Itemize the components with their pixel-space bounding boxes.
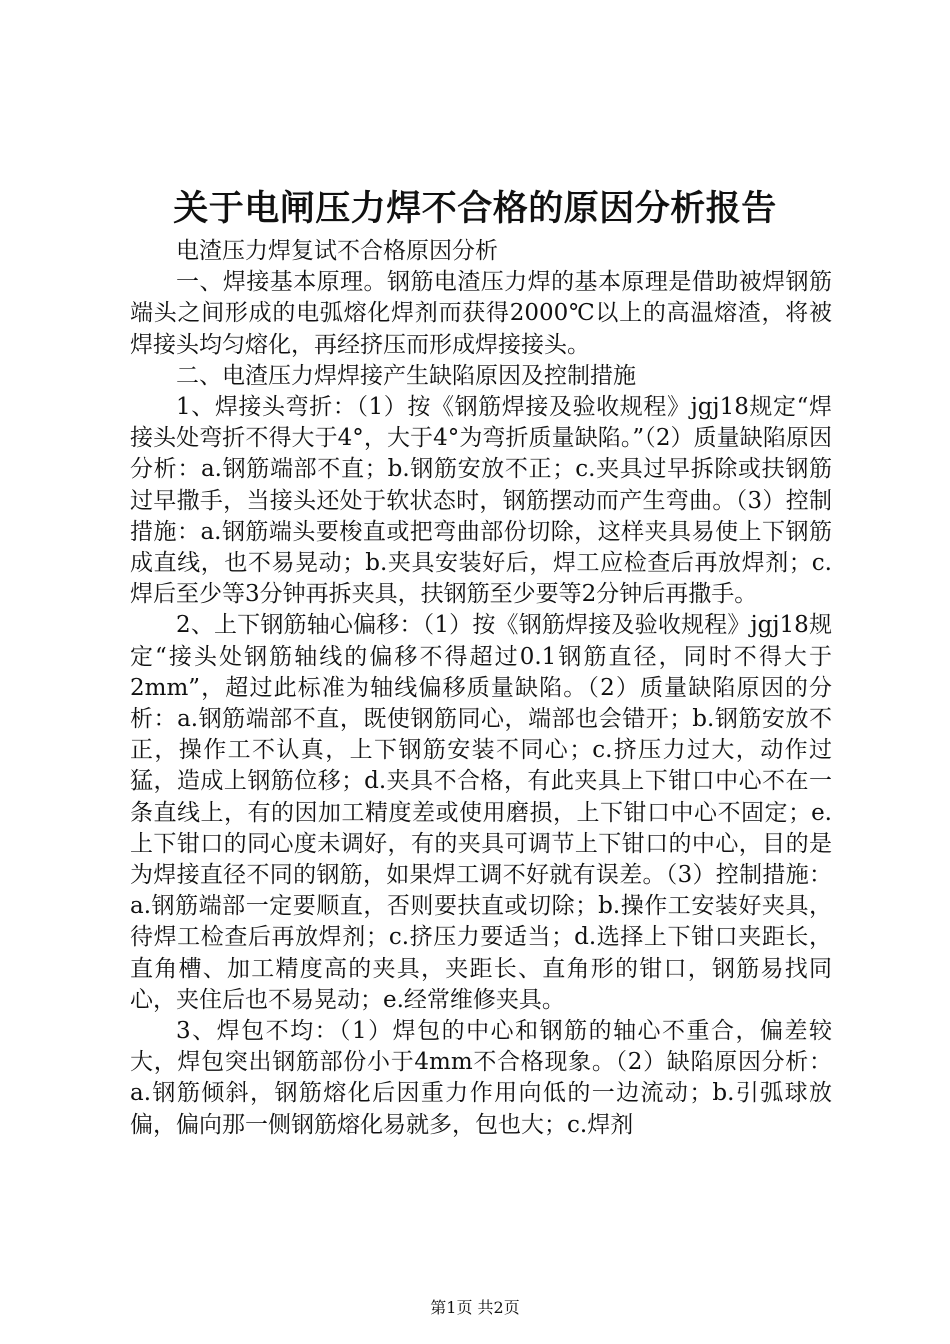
subtitle-paragraph: 电渣压力焊复试不合格原因分析: [176, 238, 498, 264]
bending-paragraph: 1、焊接头弯折：（1）按《钢筋焊接及验收规程》jgj18规定“焊接头处弯折不得大于4°，大于4°为弯折质量缺陷。”（2）质量缺陷原因分析：a.钢筋端部不直；b.钢筋安放不正；c.夹具过早拆除或扶钢筋过早撒手，当接头还处于软状态时，钢筋摆动而产生弯曲。（3）控制措施：a.钢筋端头要梭直或把弯曲部份切除，这样夹具易使上下钢筋成直线，也不易晃动；b.夹具安装好后，焊工应检查后再放焊剂；c.焊后至少等3分钟再拆夹具，扶钢筋至少要等2分钟后再撒手。: [130, 394, 832, 608]
document-body: [130, 236, 832, 1141]
section-heading: 二、电渣压力焊焊接产生缺陷原因及控制措施: [176, 362, 636, 389]
page-footer: 第1页 共2页: [430, 1298, 520, 1317]
principle-paragraph: 一、焊接基本原理。钢筋电渣压力焊的基本原理是借助被焊钢筋端头之间形成的电弧熔化焊剂而获得2000℃以上的高温熔渣，将被焊接头均匀熔化，再经挤压而形成焊接接头。: [130, 269, 832, 358]
offset-paragraph: 2、上下钢筋轴心偏移：（1）按《钢筋焊接及验收规程》jgj18规定“接头处钢筋轴线的偏移不得超过0.1钢筋直径，同时不得大于2mm”，超过此标准为轴线偏移质量缺陷。（2）质量缺陷原因的分析：a.钢筋端部不直，既使钢筋同心，端部也会错开；b.钢筋安放不正，操作工不认真，上下钢筋安装不同心；c.挤压力过大，动作过猛，造成上钢筋位移；d.夹具不合格，有此夹具上下钳口中心不在一条直线上，有的因加工精度差或使用磨损，上下钳口中心不固定；e.上下钳口的同心度未调好，有的夹具可调节上下钳口的中心，目的是为焊接直径不同的钢筋，如果焊工调不好就有误差。（3）控制措施：a.钢筋端部一定要顺直，否则要扶直或切除；b.操作工安装好夹具，待焊工检查后再放焊剂；c.挤压力要适当；d.选择上下钳口夹距长，直角槽、加工精度高的夹具，夹距长、直角形的钳口，钢筋易找同心，夹住后也不易晃动；e.经常维修夹具。: [130, 612, 832, 1013]
document-title: 关于电闸压力焊不合格的原因分析报告: [173, 188, 777, 229]
weld-bulge-paragraph: 3、焊包不均：（1）焊包的中心和钢筋的轴心不重合，偏差较大，焊包突出钢筋部份小于4mm不合格现象。（2）缺陷原因分析：a.钢筋倾斜，钢筋熔化后因重力作用向低的一边流动；b.引弧球放偏，偏向那一侧钢筋熔化易就多，包也大；c.焊剂: [130, 1018, 832, 1138]
